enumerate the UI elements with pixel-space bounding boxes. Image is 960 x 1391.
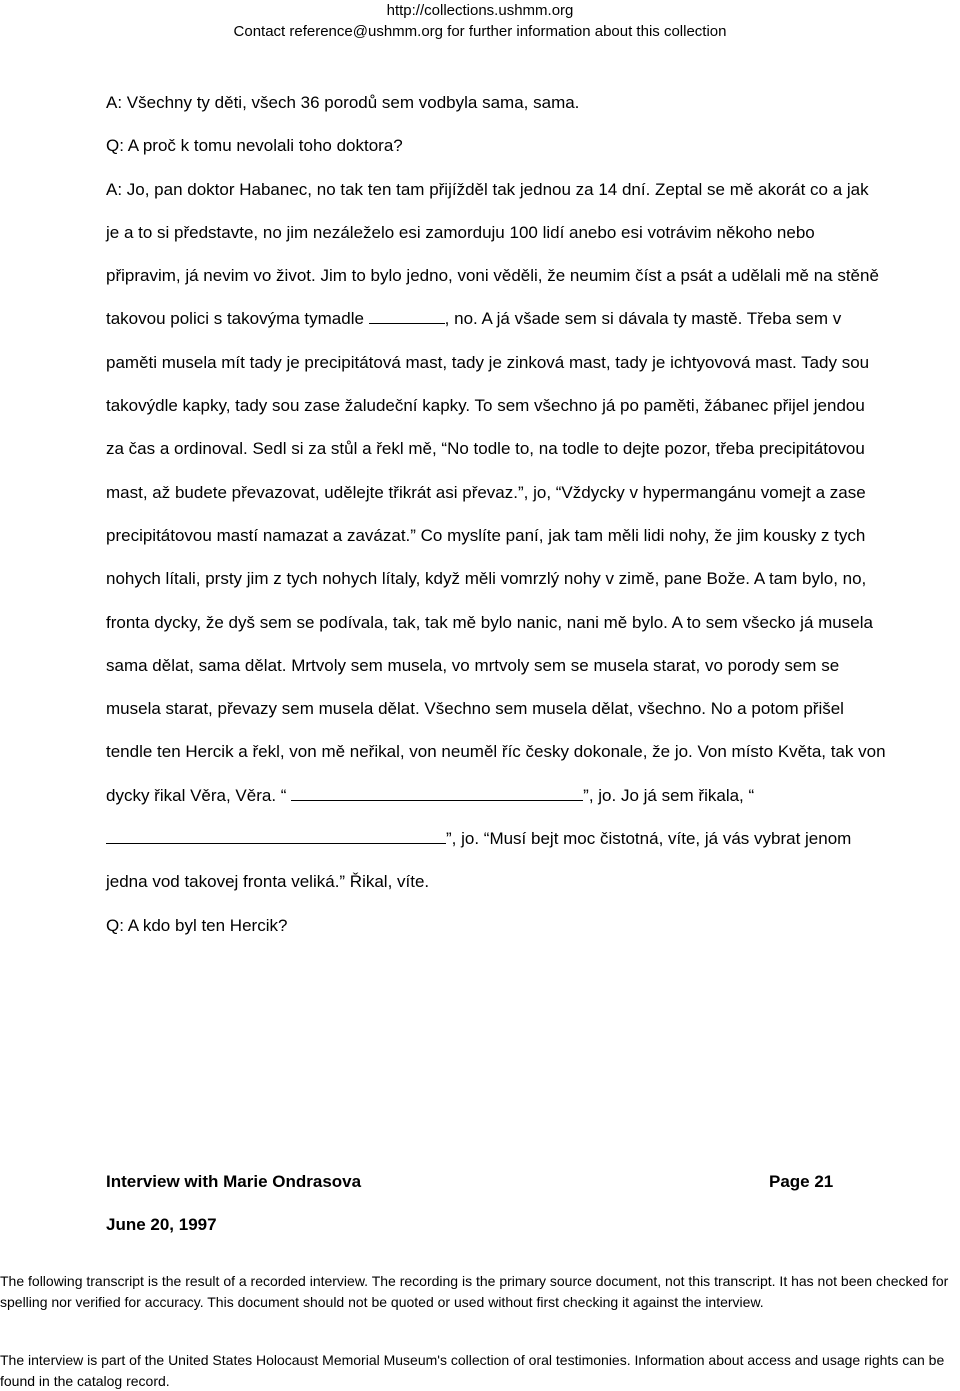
- page-number: Page 21: [769, 1172, 834, 1191]
- interview-date: June 20, 1997: [106, 1215, 217, 1234]
- question-paragraph-1: Q: A proč k tomu nevolali toho doktora?: [106, 136, 403, 156]
- interview-title: Interview with Marie Ondrasova: [106, 1172, 362, 1191]
- transcript-body: [106, 81, 886, 947]
- page-header: [0, 0, 960, 42]
- answer-text-part-2: , no. A já všade sem si dávala ty mastě. Třeba sem v paměti musela mít tady je precipitátová mast, tady je zinková mast, tady je ichtyovová mast. Tady sou takovýdle kapky, tady sou zase žaludeční kapky. To sem všechno já po paměti, žábanec přijel jendou za čas a ordinoval. Sedl si za stůl a řekl mě, “No todle to, na todle to dejte pozor, třeba precipitátovou mast, až budete převazovat, udělejte třikrát asi převaz.”, jo, “Vždycky v hypermangánu vomejt a zase precipitátovou mastí namazat a zavázat.” Co myslíte paní, jak tam měli lidi nohy, že jim kousky z tych nohych lítali, prsty jim z tych nohych lítaly, když měli vomrzlý nohy v zimě, pane Bože. A tam bylo, no, fronta dycky, že dyš sem se podívala, tak, tak mě bylo nanic, nani mě bylo. A to sem všecko já musela sama dělat, sama dělat. Mrtvoly sem musela, vo mrtvoly sem se musela starat, vo porody sem se musela starat, převazy sem musela dělat. Všechno sem musela dělat, všechno. No a potom přišel tendle ten Hercik a řekl, von mě neřikal, von neuměl říc česky dokonale, že jo. Von místo Květa, tak von dycky řikal Věra, Věra. “: [106, 309, 886, 805]
- answer-paragraph-1: A: Všechny ty děti, všech 36 porodů sem vodbyla sama, sama.: [106, 93, 580, 112]
- answer-text-part-3: ”, jo. Jo já sem řikala, “: [583, 785, 755, 805]
- redacted-blank-3: [106, 842, 446, 844]
- collection-notice: The interview is part of the United States Holocaust Memorial Museum's collection of oral testimonies. Information about access and usage rights can be found in the catalog record.: [0, 1352, 945, 1389]
- contact-line: Contact reference@ushmm.org for further information about this collection: [233, 23, 727, 40]
- collection-url: http://collections.ushmm.org: [386, 2, 574, 19]
- answer-text-part-4: ”, jo. “Musí bejt moc čistotná, víte, já vás vybrat jenom jedna vod takovej fronta veliká.” Řikal, víte.: [106, 829, 852, 892]
- redacted-blank-2: [291, 799, 583, 801]
- answer-paragraph-2: [106, 168, 886, 904]
- answer-text-part-1: A: Jo, pan doktor Habanec, no tak ten tam přijížděl tak jednou za 14 dní. Zeptal se mě akorát co a jak je a to si představte, no jim nezáleželo esi zamorduju 100 lidí anebo esi votrávim někoho nebo připravim, já nevim vo život. Jim to bylo jedno, voni věděli, že neumim číst a psát a udělali mě na stěně takovou polici s takovýma tymadle: [106, 179, 879, 329]
- transcript-disclaimer: The following transcript is the result of a recorded interview. The recording is the primary source document, not this transcript. It has not been checked for spelling nor verified for accuracy. This document should not be quoted or used without first checking it against the interview.: [0, 1273, 949, 1310]
- question-paragraph-2: Q: A kdo byl ten Hercik?: [106, 915, 288, 935]
- footer-title-row: [106, 1170, 846, 1194]
- redacted-blank-1: [369, 322, 445, 324]
